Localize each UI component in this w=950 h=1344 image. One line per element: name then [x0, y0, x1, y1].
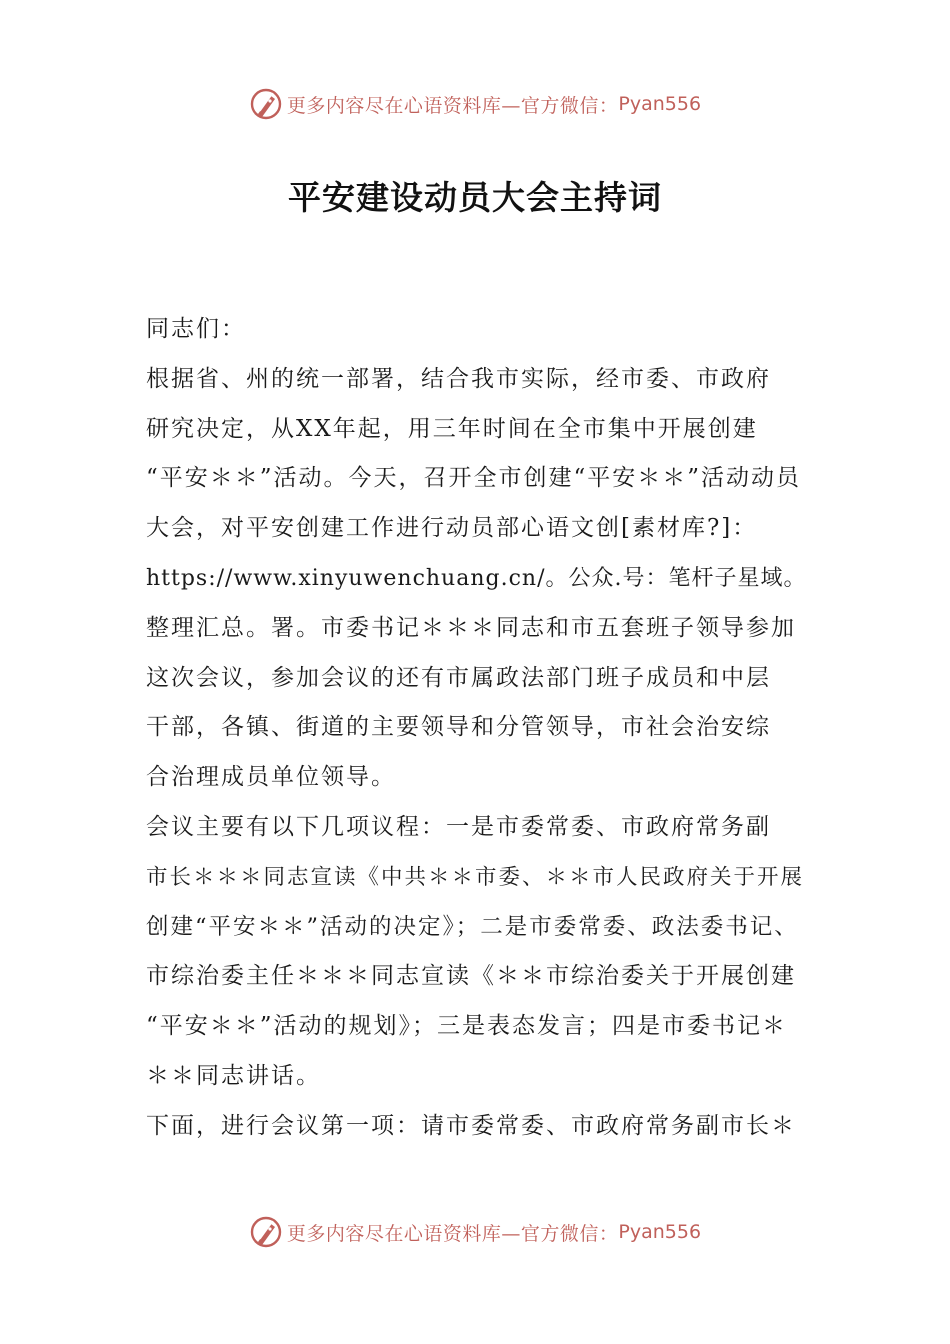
text-line: 根据省、州的统一部署，结合我市实际，经市委、市政府 [146, 365, 771, 392]
text-line: ＊＊同志讲话。 [146, 1062, 321, 1089]
text-line: 市综治委主任＊＊＊同志宣读《＊＊市综治委关于开展创建 [146, 963, 796, 990]
document-body [146, 305, 811, 1152]
text-line: “平安＊＊”活动。今天，召开全市创建“平安＊＊”活动动员 [146, 465, 802, 492]
text-line: 研究决定，从XX年起，用三年时间在全市集中开展创建 [146, 415, 758, 442]
banner-wechat-id: Pyan556 [618, 93, 702, 115]
banner-text: 更多内容尽在心语资料库—官方微信： [286, 1222, 619, 1245]
pen-nib-logo-icon [249, 87, 283, 121]
text-line: 大会，对平安创建工作进行动员部心语文创[素材库?]： [146, 515, 758, 542]
text-line: 创建“平安＊＊”活动的决定》；二是市委常委、政法委书记、 [146, 913, 799, 940]
header-banner [0, 84, 950, 124]
banner-text: 更多内容尽在心语资料库—官方微信： [286, 94, 619, 117]
text-line: 这次会议，参加会议的还有市属政法部门班子成员和中层 [146, 664, 771, 691]
document-title: 平安建设动员大会主持词 [288, 178, 662, 217]
pen-nib-logo-icon [249, 1215, 283, 1249]
text-line: 会议主要有以下几项议程：一是市委常委、市政府常务副 [146, 813, 771, 840]
text-line: 合治理成员单位领导。 [146, 764, 396, 791]
banner-wechat-id: Pyan556 [618, 1221, 702, 1243]
text-line: https://www.xinyuwenchuang.cn/。公众.号：笔杆子星域。 [146, 565, 807, 591]
text-line: 整理汇总。署。市委书记＊＊＊同志和市五套班子领导参加 [146, 614, 796, 641]
text-line: 干部，各镇、街道的主要领导和分管领导，市社会治安综 [146, 714, 771, 741]
text-line: 市长＊＊＊同志宣读《中共＊＊市委、＊＊市人民政府关于开展 [146, 864, 805, 890]
footer-banner [0, 1212, 950, 1252]
text-line: “平安＊＊”活动的规划》；三是表态发言；四是市委书记＊ [146, 1013, 788, 1040]
text-line: 下面，进行会议第一项：请市委常委、市政府常务副市长＊ [146, 1112, 796, 1139]
text-line: 同志们： [146, 316, 246, 342]
